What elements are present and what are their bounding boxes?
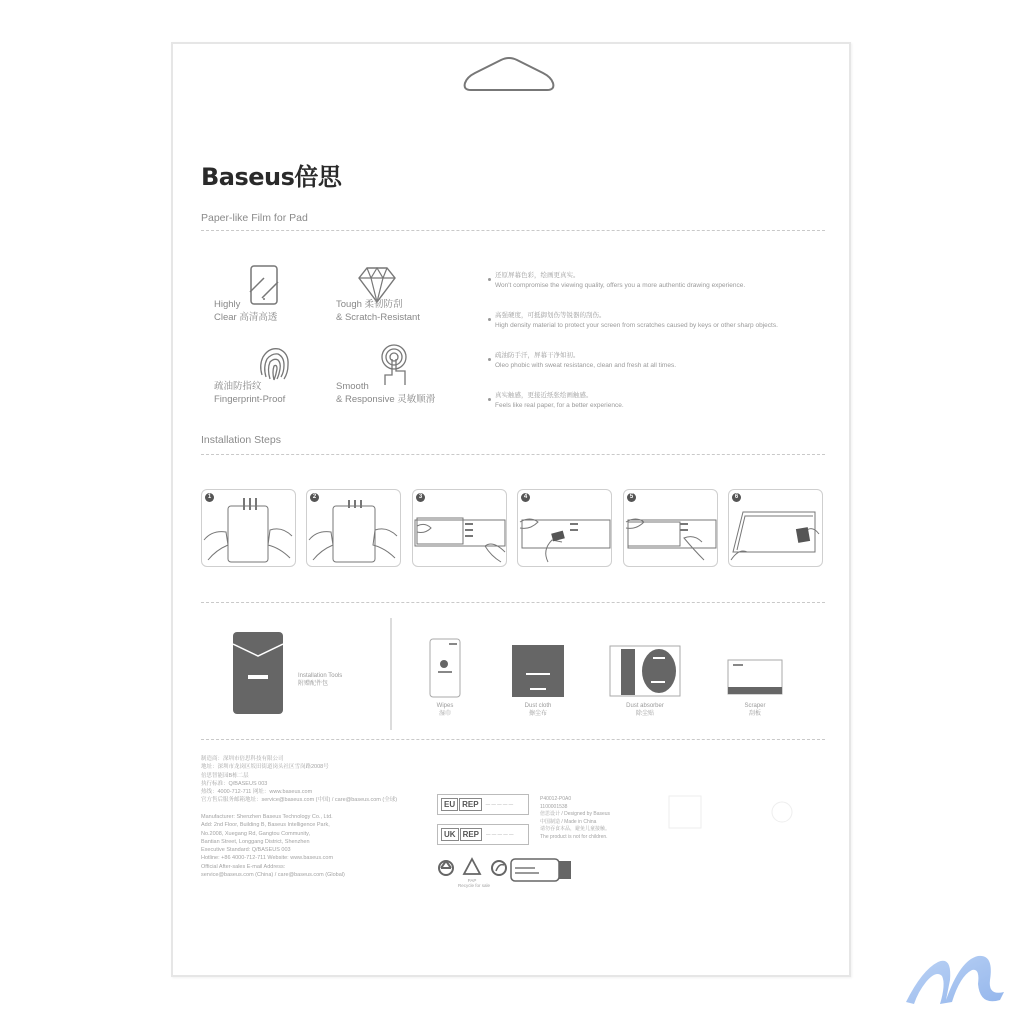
- watermark-logo-icon: [900, 940, 1010, 1010]
- step-illustration-icon: [518, 490, 612, 567]
- divider: [201, 602, 825, 603]
- installation-title: Installation Steps: [201, 434, 281, 446]
- recycle-icon: [437, 859, 455, 877]
- divider: [201, 230, 825, 231]
- tools-pouch-label: Installation Tools 附赠配件包: [298, 673, 343, 687]
- step-illustration-icon: [202, 490, 296, 567]
- tool-label-dust-absorber: Dust absorber 除尘贴: [626, 703, 664, 717]
- benefit-item: 疏油防手汗，屏幕干净如初。 Oleo phobic with sweat resistance, clean and fresh at all times.: [488, 351, 833, 371]
- tool-pouch-icon: [233, 632, 283, 714]
- tool-label-scraper: Scraper 刮板: [744, 703, 766, 717]
- manufacturer-info-cn: 制造商：深圳市倍思科技有限公司 地址：深圳市龙岗区坂田街道岗头社区雪岗路2008号 倍思智能园B栋二层 执行标准：Q/BASEUS 003 热线：4000-712-711 网址：www.baseus.com 官方售后服务邮箱地址：service@baseus.com (中国) / care@baseus.com (全球): [201, 756, 398, 804]
- benefit-item: 真实触感，更接近纸张绘画触感。 Feels like real paper, for a better experience.: [488, 391, 833, 411]
- hanger-hole-icon: [461, 55, 557, 95]
- step-illustration-icon: [624, 490, 718, 567]
- divider: [201, 454, 825, 455]
- fingerprint-icon: [257, 345, 291, 385]
- eco-icon: [490, 859, 508, 877]
- vertical-divider: [390, 618, 392, 730]
- feature-fingerprint-proof: 疏油防指纹 Fingerprint-Proof: [214, 381, 286, 405]
- divider: [201, 739, 825, 740]
- model-info: P40012-P0A0 1100001538 倍思设计 / Designed by Baseus 中国制造 / Made in China 请勿吞食本品，避免儿童接触。 The product is not for children.: [540, 796, 611, 840]
- manufacturer-info-en: Manufacturer: Shenzhen Baseus Technology Co., Ltd. Add: 2nd Floor, Building B, Baseus Intelligence Park, No.2008, Xuegang Rd, Gangtou Community, Bantian Street, Longgang District, Shenzhen Executive Standard: Q/BASEUS 003 Hotline: +86 4000-712-711 Website: www.baseus.com Official After-sales E-mail Address: service@baseus.com (China) / care@baseus.com (Global): [201, 814, 345, 879]
- benefit-item: 高强硬度，可抵御划伤等锐器的刮伤。 High density material to protect your screen from scratches caused by keys or other sharp objects.: [488, 311, 833, 331]
- bullet-icon: [488, 278, 491, 281]
- install-step-5: 5: [623, 489, 718, 567]
- install-step-6: 6: [728, 489, 823, 567]
- install-step-1: 1: [201, 489, 296, 567]
- dust-absorber-icon: [609, 645, 681, 697]
- triman-sorting-icon: [509, 857, 573, 883]
- uk-rep-label: UK REP — — — — —: [437, 824, 529, 845]
- pap-recycle-icon: [462, 857, 482, 877]
- benefit-item: 还原屏幕色彩，绘画更真实。 Won't compromise the viewing quality, offers you a more authentic drawing experience.: [488, 271, 833, 291]
- faded-stamp-square-icon: [668, 795, 702, 829]
- wipes-icon: [429, 638, 461, 698]
- tool-label-wipes: Wipes 湿巾: [436, 703, 454, 717]
- feature-smooth-responsive: Smooth & Responsive 灵敏顺滑: [336, 381, 436, 405]
- bullet-icon: [488, 358, 491, 361]
- feature-scratch-resistant: Tough 柔韧防刮 & Scratch-Resistant: [336, 299, 420, 323]
- pap-label: PAP Recycle for sale: [458, 878, 491, 888]
- step-illustration-icon: [413, 490, 507, 567]
- install-step-4: 4: [517, 489, 612, 567]
- install-step-3: 3: [412, 489, 507, 567]
- scraper-icon: [727, 659, 783, 695]
- eu-rep-label: EU REP — — — — —: [437, 794, 529, 815]
- tool-label-dust-cloth: Dust cloth 擦尘布: [524, 703, 552, 717]
- step-illustration-icon: [307, 490, 401, 567]
- feature-highly-clear: Highly Clear 高清高透: [214, 299, 278, 323]
- install-step-2: 2: [306, 489, 401, 567]
- brand-logo: Baseus倍思: [201, 163, 342, 191]
- faded-stamp-circle-icon: [770, 800, 794, 824]
- bullet-icon: [488, 318, 491, 321]
- dust-cloth-icon: [512, 645, 564, 697]
- step-illustration-icon: [729, 490, 823, 567]
- product-title: Paper-like Film for Pad: [201, 212, 308, 224]
- bullet-icon: [488, 398, 491, 401]
